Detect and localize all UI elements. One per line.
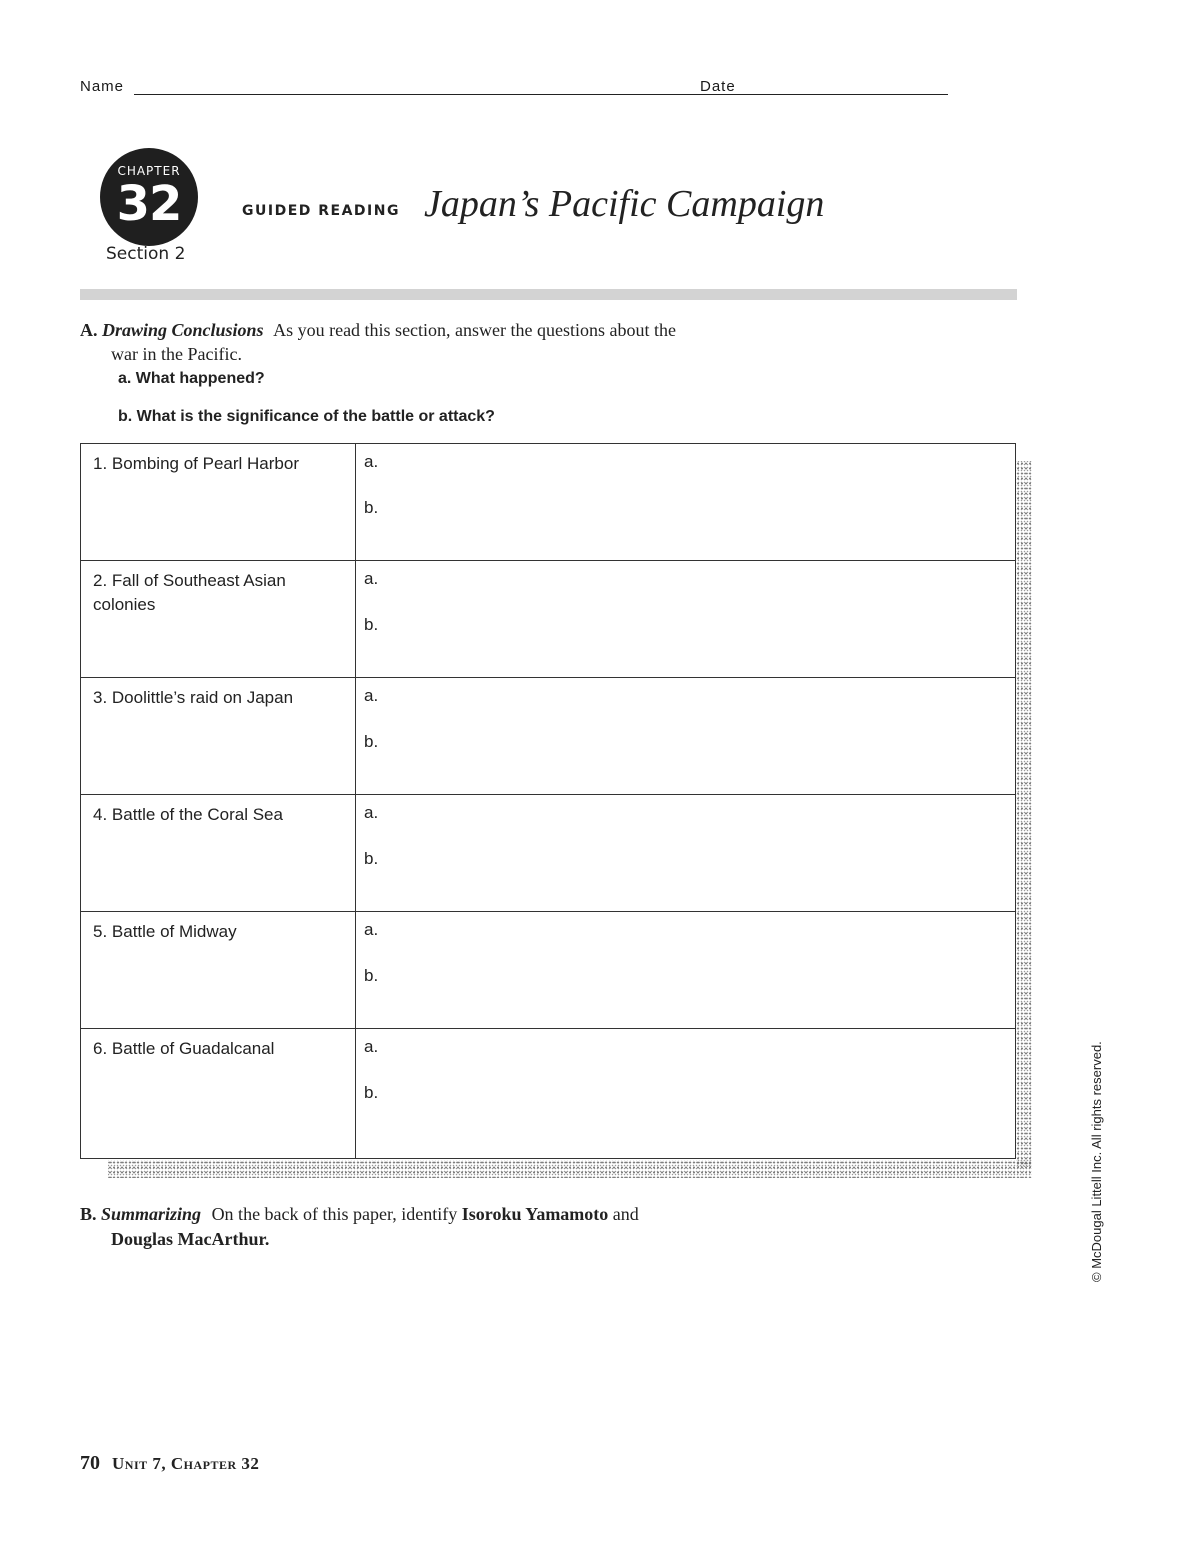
answer-a-label: a. [364,1037,379,1056]
section-b-text: On the back of this paper, identify [211,1204,458,1224]
answer-b-label: b. [364,732,379,751]
question-b: b. What is the significance of the battle or attack? [118,408,495,425]
answer-cell[interactable] [356,561,1016,678]
answer-b-label: b. [364,849,379,868]
topic-cell: 2. Fall of Southeast Asian colonies [81,561,356,678]
date-field-line[interactable] [748,94,948,95]
date-label: Date [700,78,736,95]
unit-chapter-label: Unit 7, Chapter 32 [112,1454,260,1473]
answer-a-label: a. [364,686,379,705]
answer-b-label: b. [364,1083,379,1102]
page-title: Japan’s Pacific Campaign [424,183,825,225]
section-b-letter: B. [80,1204,97,1224]
chapter-label: CHAPTER [117,164,181,178]
answer-cell[interactable] [356,678,1016,795]
page-number: 70 [80,1452,100,1474]
answer-cell[interactable] [356,1029,1016,1159]
table-row [81,678,1016,795]
answer-a-label: a. [364,803,379,822]
chapter-number: 32 [116,176,182,232]
topic-cell: 5. Battle of Midway [81,912,356,1029]
page-footer [80,1452,259,1475]
table-row [81,444,1016,561]
topic-cell: 1. Bombing of Pearl Harbor [81,444,356,561]
section-b-heading: Summarizing [101,1204,202,1224]
copyright-notice: © McDougal Littell Inc. All rights reserved. [1089,1041,1104,1282]
table-shadow-right [1016,461,1032,1167]
answer-b-label: b. [364,615,379,634]
answer-cell[interactable] [356,444,1016,561]
table-row [81,561,1016,678]
table-shadow-bottom [108,1160,1032,1178]
topic-cell: 6. Battle of Guadalcanal [81,1029,356,1159]
section-b-instructions [80,1202,800,1252]
section-b-name-yamamoto: Isoroku Yamamoto [461,1204,609,1224]
section-b-and: and [612,1204,639,1224]
table-row [81,795,1016,912]
guided-reading-label: GUIDED READING [242,203,400,219]
topic-cell: 3. Doolittle’s raid on Japan [81,678,356,795]
section-b-name-macarthur: Douglas MacArthur. [111,1229,270,1249]
answer-cell[interactable] [356,795,1016,912]
worksheet-table [80,443,1016,1159]
answer-b-label: b. [364,498,379,517]
section-a-text-continued: war in the Pacific. [111,344,242,364]
header-divider [80,289,1017,300]
section-label: Section 2 [106,244,186,264]
answer-a-label: a. [364,569,379,588]
name-field-line[interactable] [134,94,760,95]
answer-b-label: b. [364,966,379,985]
answer-a-label: a. [364,920,379,939]
name-label: Name [80,78,125,95]
question-a: a. What happened? [118,370,265,387]
chapter-badge [100,148,198,246]
section-a-heading: Drawing Conclusions [102,320,264,340]
name-date-row [80,78,950,98]
table-row [81,912,1016,1029]
topic-cell: 4. Battle of the Coral Sea [81,795,356,912]
section-a-letter: A. [80,320,98,340]
table-row [81,1029,1016,1159]
answer-cell[interactable] [356,912,1016,1029]
section-a-instructions [80,318,840,366]
section-a-text: As you read this section, answer the questions about the [273,320,676,340]
answer-a-label: a. [364,452,379,471]
